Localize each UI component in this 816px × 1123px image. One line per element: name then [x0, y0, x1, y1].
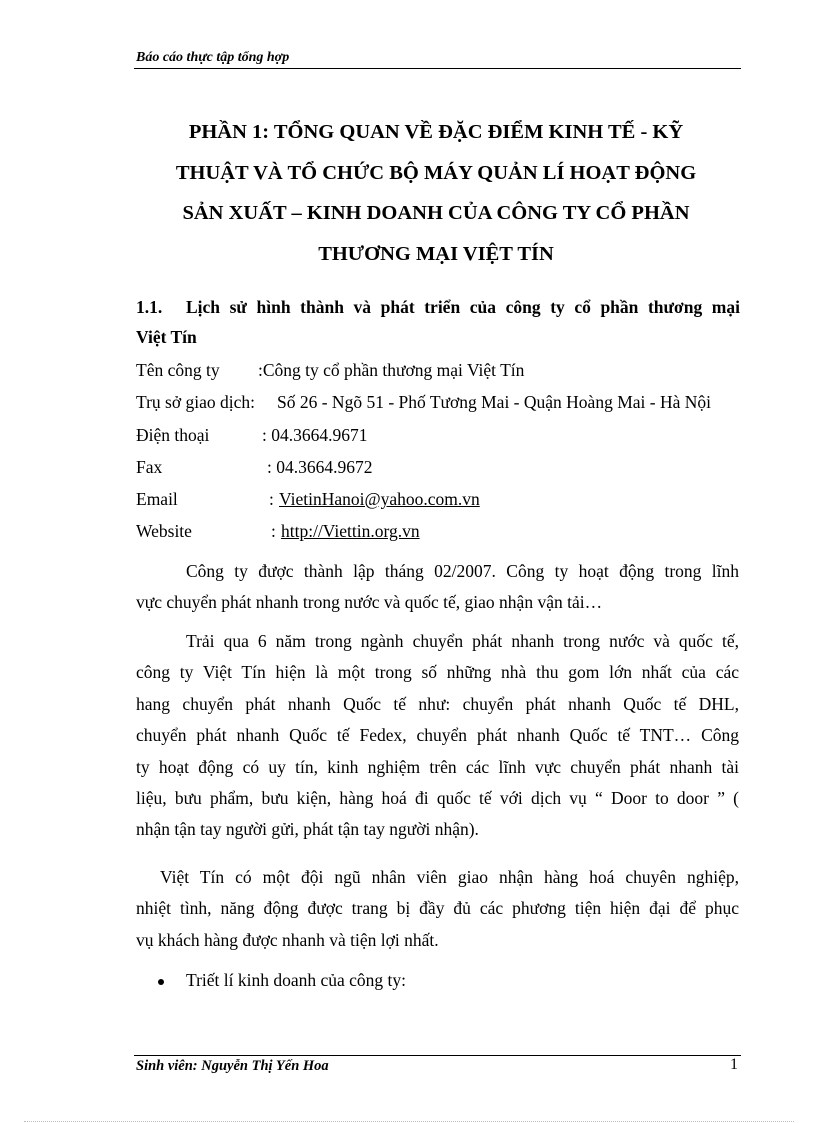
info-label: Email [136, 489, 178, 509]
info-value: : 04.3664.9672 [267, 457, 373, 477]
footer-divider [134, 1055, 741, 1056]
info-label: Fax [136, 457, 163, 477]
paragraph-staff [136, 862, 739, 956]
title-line: PHẦN 1: TỔNG QUAN VỀ ĐẶC ĐIỂM KINH TẾ - KỸ [188, 121, 684, 143]
info-value: Số 26 - Ngõ 51 - Phố Tương Mai - Quận Hoàng Mai - Hà Nội [277, 392, 711, 412]
section-number: 1.1. [136, 297, 163, 317]
page-bottom-border [24, 1121, 794, 1122]
section-heading-continuation: Việt Tín [136, 327, 197, 347]
paragraph-line: Trải qua 6 năm trong ngành chuyển phát nhanh trong nước và quốc tế, [186, 631, 739, 651]
header-divider [134, 68, 741, 69]
paragraph-line: chuyển phát nhanh Quốc tế Fedex, chuyển phát nhanh Quốc tế TNT… Công [136, 725, 739, 746]
info-value: : 04.3664.9671 [262, 425, 368, 445]
paragraph-line: vụ khách hàng được nhanh và tiện lợi nhất. [136, 929, 439, 950]
bullet-icon [158, 979, 164, 985]
section-heading-text: Lịch sử hình thành và phát triển của công ty cổ phần thương mại [186, 297, 740, 317]
info-value: :Công ty cổ phần thương mại Việt Tín [258, 360, 525, 380]
info-label: Trụ sở giao dịch: [136, 392, 255, 412]
section-heading [136, 292, 740, 352]
chapter-title [130, 112, 742, 274]
paragraph-line: liệu, bưu phẩm, bưu kiện, hàng hoá đi quốc tế với dịch vụ “ Door to door ” ( [136, 788, 739, 809]
paragraph-line: Công ty được thành lập tháng 02/2007. Công ty hoạt động trong lĩnh [186, 561, 739, 581]
bullet-text: Triết lí kinh doanh của công ty: [186, 970, 407, 990]
paragraph-line: ty hoạt động có uy tín, kinh nghiệm trên các lĩnh vực chuyển phát nhanh tài [136, 756, 739, 777]
info-prefix: : [271, 521, 276, 541]
paragraph-line: công ty Việt Tín hiện là một trong số những nhà thu gom lớn nhất của các [136, 662, 739, 683]
paragraph-line: nhiệt tình, năng động được trang bị đầy đủ các phương tiện hiện đại để phục [136, 898, 739, 919]
page-footer: Sinh viên: Nguyễn Thị Yến Hoa [136, 1058, 329, 1074]
paragraph-line: hang chuyển phát nhanh Quốc tế như: chuyển phát nhanh Quốc tế DHL, [136, 693, 739, 714]
info-label: Tên công ty [136, 360, 220, 380]
paragraph-line: vực chuyển phát nhanh trong nước và quốc tế, giao nhận vận tải… [136, 592, 603, 613]
email-link[interactable]: VietinHanoi@yahoo.com.vn [279, 489, 480, 509]
info-label: Website [136, 521, 192, 541]
paragraph-line: nhận tận tay người gửi, phát tận tay người nhận). [136, 819, 479, 840]
paragraph-history [136, 626, 739, 846]
page-number: 1 [730, 1056, 738, 1073]
paragraph-founding [136, 556, 739, 619]
paragraph-line: Việt Tín có một đội ngũ nhân viên giao nhận hàng hoá chuyên nghiệp, [160, 867, 739, 887]
title-line: THUẬT VÀ TỔ CHỨC BỘ MÁY QUẢN LÍ HOẠT ĐỘNG [175, 161, 697, 184]
info-label: Điện thoại [136, 425, 210, 445]
title-line: SẢN XUẤT – KINH DOANH CỦA CÔNG TY CỔ PHẦN [182, 202, 690, 224]
title-line: THƯƠNG MẠI VIỆT TÍN [318, 242, 554, 265]
info-prefix: : [269, 489, 274, 509]
website-link[interactable]: http://Viettin.org.vn [281, 521, 420, 541]
page-header: Báo cáo thực tập tổng hợp [136, 50, 290, 65]
